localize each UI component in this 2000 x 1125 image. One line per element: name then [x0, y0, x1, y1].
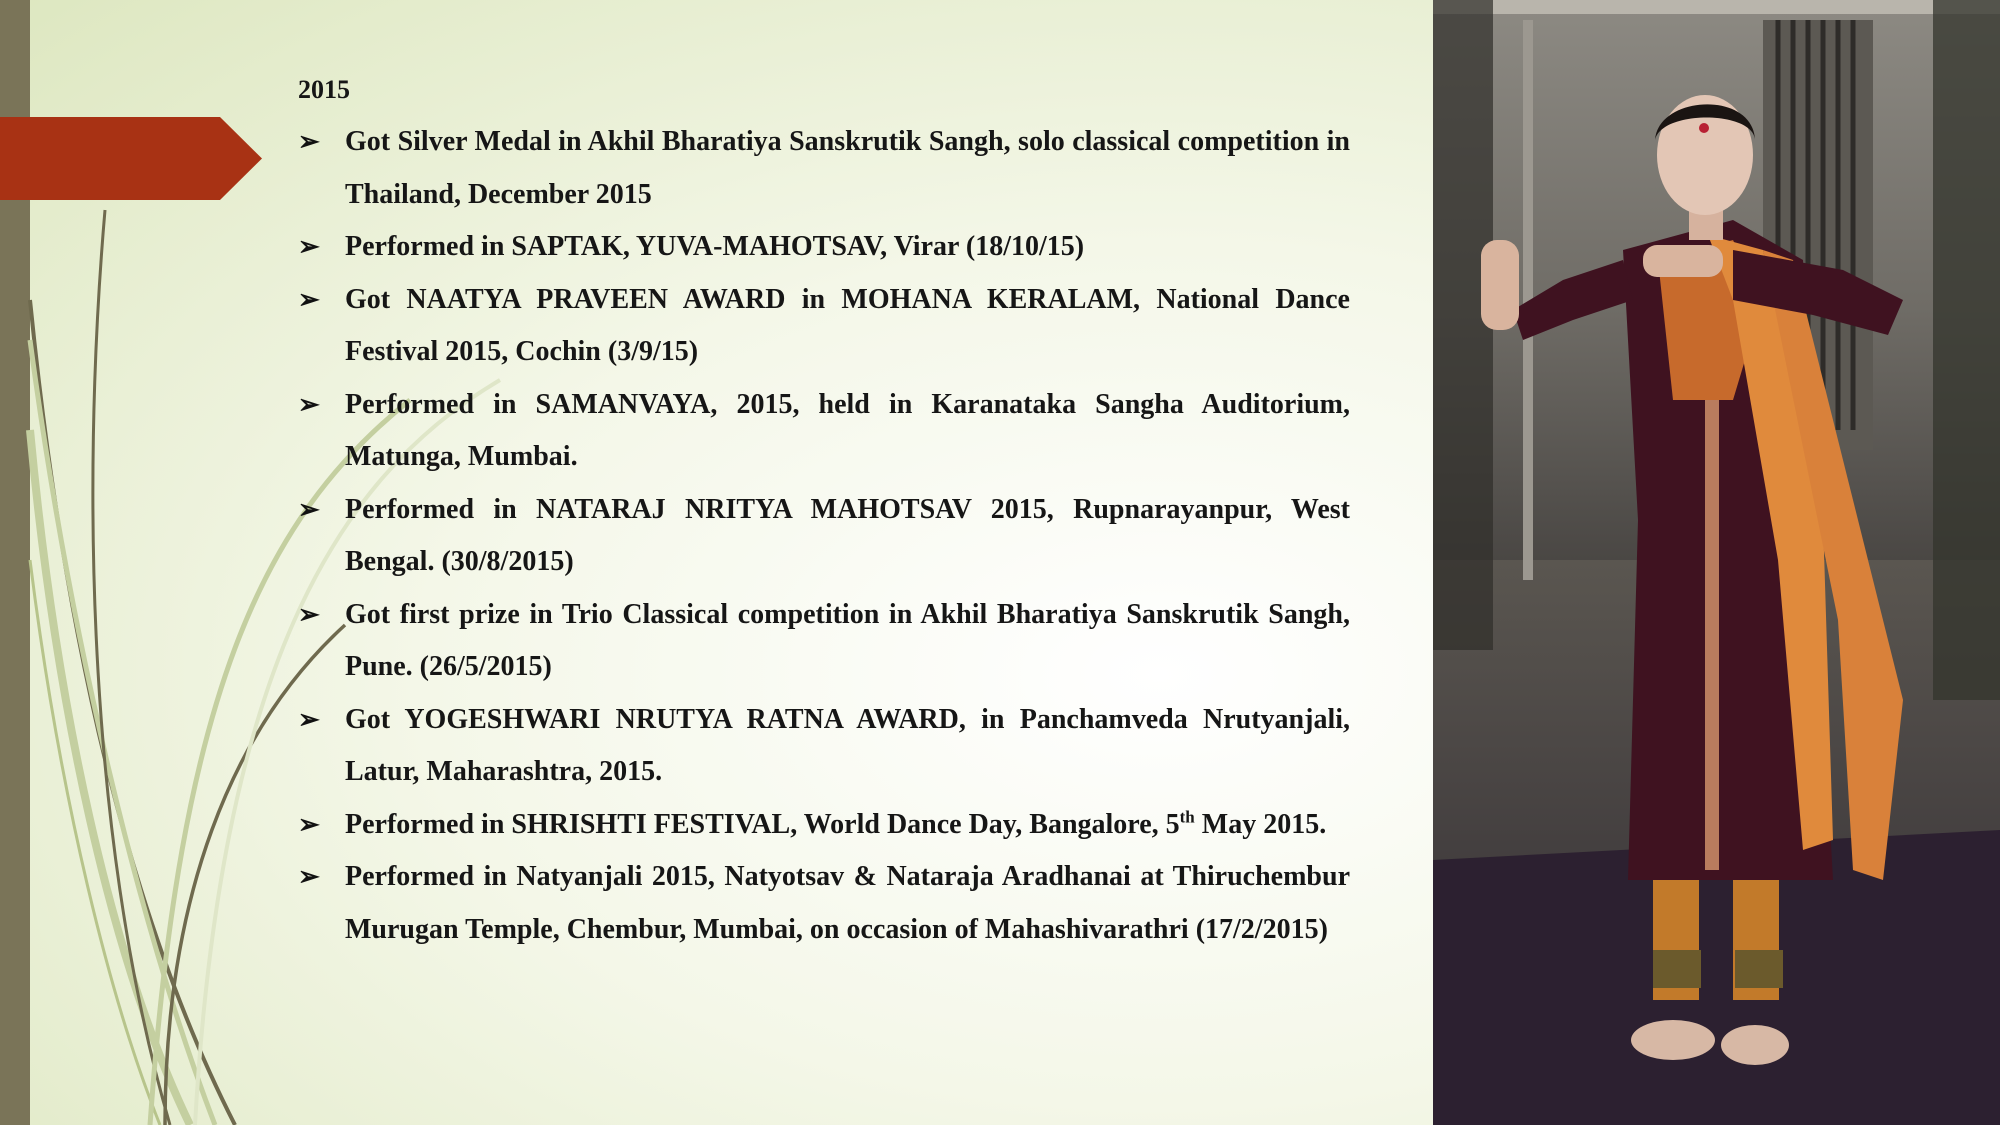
arrow-bullet-icon: ➢ — [298, 284, 320, 314]
list-item — [298, 116, 1350, 221]
ordinal-suffix: th — [1179, 807, 1195, 827]
item-text-after: May 2015. — [1194, 808, 1327, 840]
content-area — [298, 68, 1350, 956]
arrow-bullet-icon: ➢ — [298, 704, 320, 734]
list-item — [298, 484, 1350, 589]
dancer-photo-illustration — [1433, 0, 2000, 1125]
list-item — [298, 851, 1350, 956]
accent-arrow-tab — [0, 117, 262, 200]
arrow-bullet-icon: ➢ — [298, 494, 320, 524]
item-text: Got NAATYA PRAVEEN AWARD in MOHANA KERALAM, National Dance Festival 2015, Cochin (3/9/15) — [345, 283, 1350, 367]
item-text: Performed in Natyanjali 2015, Natyotsav & Nataraja Aradhanai at Thiruchembur Murugan Temple, Chembur, Mumbai, on occasion of Mahashivarathri (17/2/2015) — [345, 861, 1350, 945]
list-item — [298, 799, 1350, 852]
item-text: Got YOGESHWARI NRUTYA RATNA AWARD, in Panchamveda Nrutyanjali, Latur, Maharashtra, 2015. — [345, 703, 1350, 787]
arrow-bullet-icon: ➢ — [298, 127, 320, 156]
list-item — [298, 221, 1350, 274]
year-heading: 2015 — [298, 75, 350, 104]
list-item — [298, 694, 1350, 799]
arrow-bullet-icon: ➢ — [298, 809, 320, 839]
item-text: Performed in NATARAJ NRITYA MAHOTSAV 2015, Rupnarayanpur, West Bengal. (30/8/2015) — [345, 493, 1350, 577]
item-text: Performed in SAMANVAYA, 2015, held in Karanataka Sangha Auditorium, Matunga, Mumbai. — [345, 388, 1350, 472]
item-text-before: Performed in SHRISHTI FESTIVAL, World Dance Day, Bangalore, 5 — [345, 808, 1180, 840]
achievement-list — [298, 116, 1350, 956]
dancer-photo — [1433, 0, 2000, 1125]
list-item — [298, 379, 1350, 484]
arrow-bullet-icon: ➢ — [298, 862, 320, 891]
arrow-bullet-icon: ➢ — [298, 599, 320, 629]
list-item — [298, 589, 1350, 694]
list-item — [298, 274, 1350, 379]
item-text: Got first prize in Trio Classical competition in Akhil Bharatiya Sanskrutik Sangh, Pune. (26/5/2015) — [345, 598, 1350, 682]
arrow-bullet-icon: ➢ — [298, 389, 320, 419]
item-text: Got Silver Medal in Akhil Bharatiya Sanskrutik Sangh, solo classical competition in Thailand, December 2015 — [345, 126, 1350, 210]
item-text: Performed in SAPTAK, YUVA-MAHOTSAV, Virar (18/10/15) — [345, 231, 1085, 262]
arrow-bullet-icon: ➢ — [298, 232, 320, 261]
